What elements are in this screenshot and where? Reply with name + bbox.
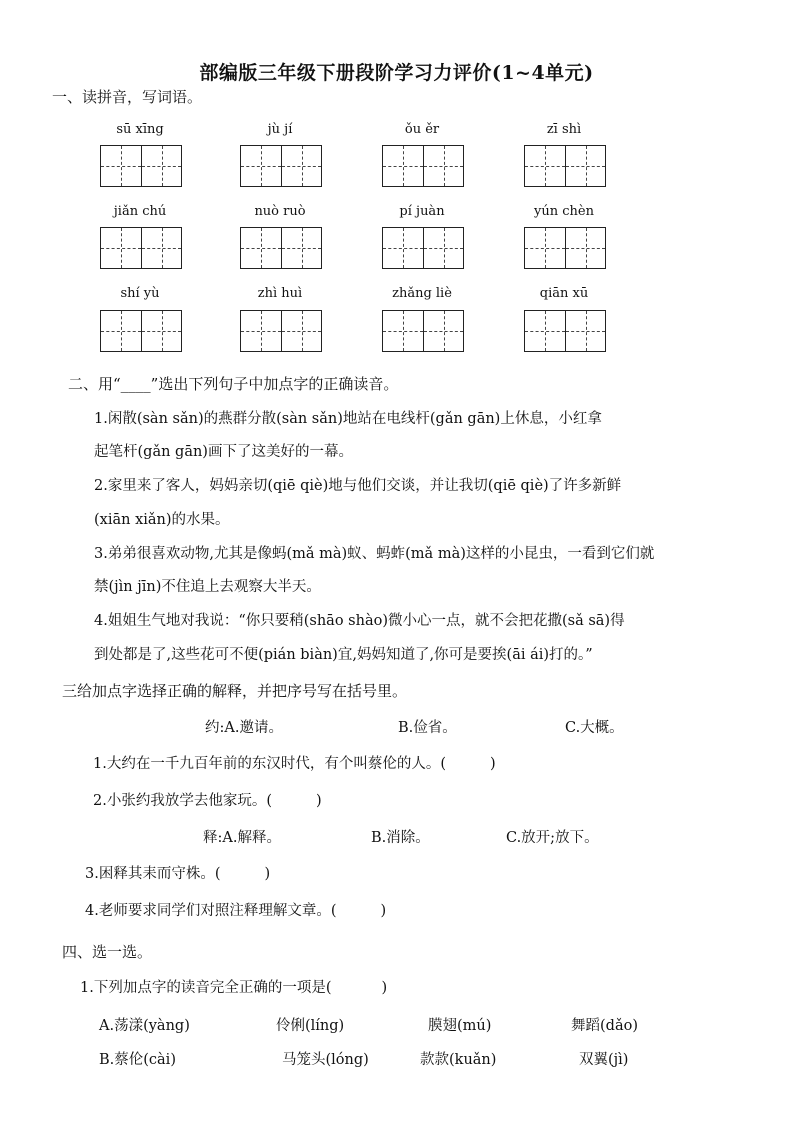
s4-row-a-2: 伶俐(líng) xyxy=(276,1018,345,1034)
writing-grid[interactable] xyxy=(240,145,322,187)
pinyin-prompt: nuò ruò xyxy=(254,204,306,219)
writing-cell[interactable] xyxy=(565,146,605,186)
s4-row-b-1: B.蔡伦(cài) xyxy=(99,1052,176,1068)
s4-question-1 xyxy=(80,976,387,997)
shi-option-b: B.消除。 xyxy=(371,830,430,846)
s2-line-7: 4.姐姐生气地对我说：“你只要稍(shāo shào)微小心一点，就不会把花撒(sǎ sā)得 xyxy=(94,613,625,629)
writing-cell[interactable] xyxy=(281,228,321,268)
close-paren: ) xyxy=(380,903,387,919)
s3-question-2 xyxy=(93,789,322,810)
pinyin-prompt: yún chèn xyxy=(534,204,594,219)
writing-cell[interactable] xyxy=(141,228,181,268)
writing-grid[interactable] xyxy=(382,145,464,187)
s4-row-b-4: 双翼(jì) xyxy=(579,1052,629,1068)
writing-cell[interactable] xyxy=(525,311,565,351)
writing-cell[interactable] xyxy=(101,146,141,186)
writing-cell[interactable] xyxy=(241,146,281,186)
writing-grid[interactable] xyxy=(100,145,182,187)
writing-grid[interactable] xyxy=(240,310,322,352)
s4-row-a-3: 膜翅(mú) xyxy=(428,1018,492,1034)
writing-cell[interactable] xyxy=(383,146,423,186)
pinyin-prompt: zhì huì xyxy=(257,286,303,301)
writing-cell[interactable] xyxy=(101,311,141,351)
s2-line-1: 1.闲散(sàn sǎn)的燕群分散(sàn sǎn)地站在电线杆(gǎn gān)上休息，小红拿 xyxy=(94,411,602,427)
yue-option-c: C.大概。 xyxy=(565,720,624,736)
section-2-heading xyxy=(68,373,398,394)
close-paren: ) xyxy=(316,793,322,809)
s4-row-a-4: 舞蹈(dǎo) xyxy=(571,1018,638,1034)
s4-row-a-1: A.荡漾(yàng) xyxy=(99,1018,190,1034)
s3-question-2-text: 2.小张约我放学去他家玩。( xyxy=(93,793,272,809)
s2-line-3: 2.家里来了客人，妈妈亲切(qiē qiè)地与他们交谈，并让我切(qiē qiè)了许多新鲜 xyxy=(94,478,622,494)
writing-cell[interactable] xyxy=(525,228,565,268)
section-1-heading: 一、读拼音，写词语。 xyxy=(52,88,203,106)
writing-grid[interactable] xyxy=(524,145,606,187)
s3-question-1 xyxy=(93,752,496,773)
writing-cell[interactable] xyxy=(141,146,181,186)
writing-cell[interactable] xyxy=(423,146,463,186)
writing-cell[interactable] xyxy=(241,228,281,268)
writing-cell[interactable] xyxy=(281,311,321,351)
shi-option-a: 释:A.解释。 xyxy=(203,830,281,846)
yue-option-a: 约:A.邀请。 xyxy=(205,720,283,736)
pinyin-prompt: jiǎn chú xyxy=(113,204,167,219)
answer-blank: ____ xyxy=(120,375,151,393)
writing-cell[interactable] xyxy=(383,311,423,351)
writing-cell[interactable] xyxy=(565,311,605,351)
page-title: 部编版三年级下册段阶学习力评价(1~4单元) xyxy=(199,62,594,84)
s2-line-4: (xiān xiǎn)的水果。 xyxy=(94,512,230,528)
writing-cell[interactable] xyxy=(101,228,141,268)
s3-question-4 xyxy=(85,899,386,920)
close-paren: ) xyxy=(490,756,496,772)
pinyin-prompt: qiān xū xyxy=(539,286,589,301)
s3-question-3-text: 3.困释其耒而守株。( xyxy=(85,866,221,882)
s3-question-1-text: 1.大约在一千九百年前的东汉时代，有个叫蔡伦的人。( xyxy=(93,756,446,772)
s2-line-6: 禁(jìn jīn)不住追上去观察大半天。 xyxy=(94,579,321,595)
section-3-heading: 三给加点字选择正确的解释，并把序号写在括号里。 xyxy=(62,682,408,700)
writing-grid[interactable] xyxy=(382,227,464,269)
pinyin-prompt: zhǎng liè xyxy=(392,286,452,301)
writing-cell[interactable] xyxy=(565,228,605,268)
writing-grid[interactable] xyxy=(240,227,322,269)
writing-grid[interactable] xyxy=(524,310,606,352)
s4-question-1-text: 1.下列加点字的读音完全正确的一项是( xyxy=(80,980,332,996)
s2-line-2: 起笔杆(gǎn gān)画下了这美好的一幕。 xyxy=(94,444,353,460)
s4-row-b-2: 马笼头(lóng) xyxy=(282,1052,369,1068)
section-4-heading: 四、选一选。 xyxy=(62,943,153,961)
writing-cell[interactable] xyxy=(423,311,463,351)
shi-option-c: C.放开;放下。 xyxy=(506,830,599,846)
s3-question-4-text: 4.老师要求同学们对照注释理解文章。( xyxy=(85,903,337,919)
writing-cell[interactable] xyxy=(423,228,463,268)
section-2-heading-post: ”选出下列句子中加点字的正确读音。 xyxy=(150,375,399,393)
yue-option-b: B.俭省。 xyxy=(398,720,457,736)
writing-cell[interactable] xyxy=(281,146,321,186)
s2-line-5: 3.弟弟很喜欢动物,尤其是像蚂(mǎ mà)蚁、蚂蚱(mǎ mà)这样的小昆虫，一看到它们就 xyxy=(94,546,655,562)
pinyin-prompt: shí yù xyxy=(120,286,160,301)
writing-cell[interactable] xyxy=(141,311,181,351)
pinyin-prompt: zī shì xyxy=(546,122,582,137)
writing-grid[interactable] xyxy=(382,310,464,352)
writing-grid[interactable] xyxy=(524,227,606,269)
pinyin-prompt: pí juàn xyxy=(399,204,445,219)
writing-grid[interactable] xyxy=(100,310,182,352)
writing-cell[interactable] xyxy=(383,228,423,268)
s4-row-b-3: 款款(kuǎn) xyxy=(420,1052,497,1068)
pinyin-prompt: ǒu ěr xyxy=(404,122,440,137)
writing-grid[interactable] xyxy=(100,227,182,269)
pinyin-prompt: sū xīng xyxy=(116,122,164,137)
writing-cell[interactable] xyxy=(241,311,281,351)
section-2-heading-pre: 二、用“ xyxy=(68,375,121,393)
s3-question-3 xyxy=(85,862,270,883)
close-paren: ) xyxy=(264,866,271,882)
close-paren: ) xyxy=(381,980,388,996)
writing-cell[interactable] xyxy=(525,146,565,186)
s2-line-8: 到处都是了,这些花可不便(pián biàn)宜,妈妈知道了,你可是要挨(āi ái)打的。” xyxy=(94,647,593,663)
pinyin-prompt: jù jí xyxy=(267,122,293,137)
